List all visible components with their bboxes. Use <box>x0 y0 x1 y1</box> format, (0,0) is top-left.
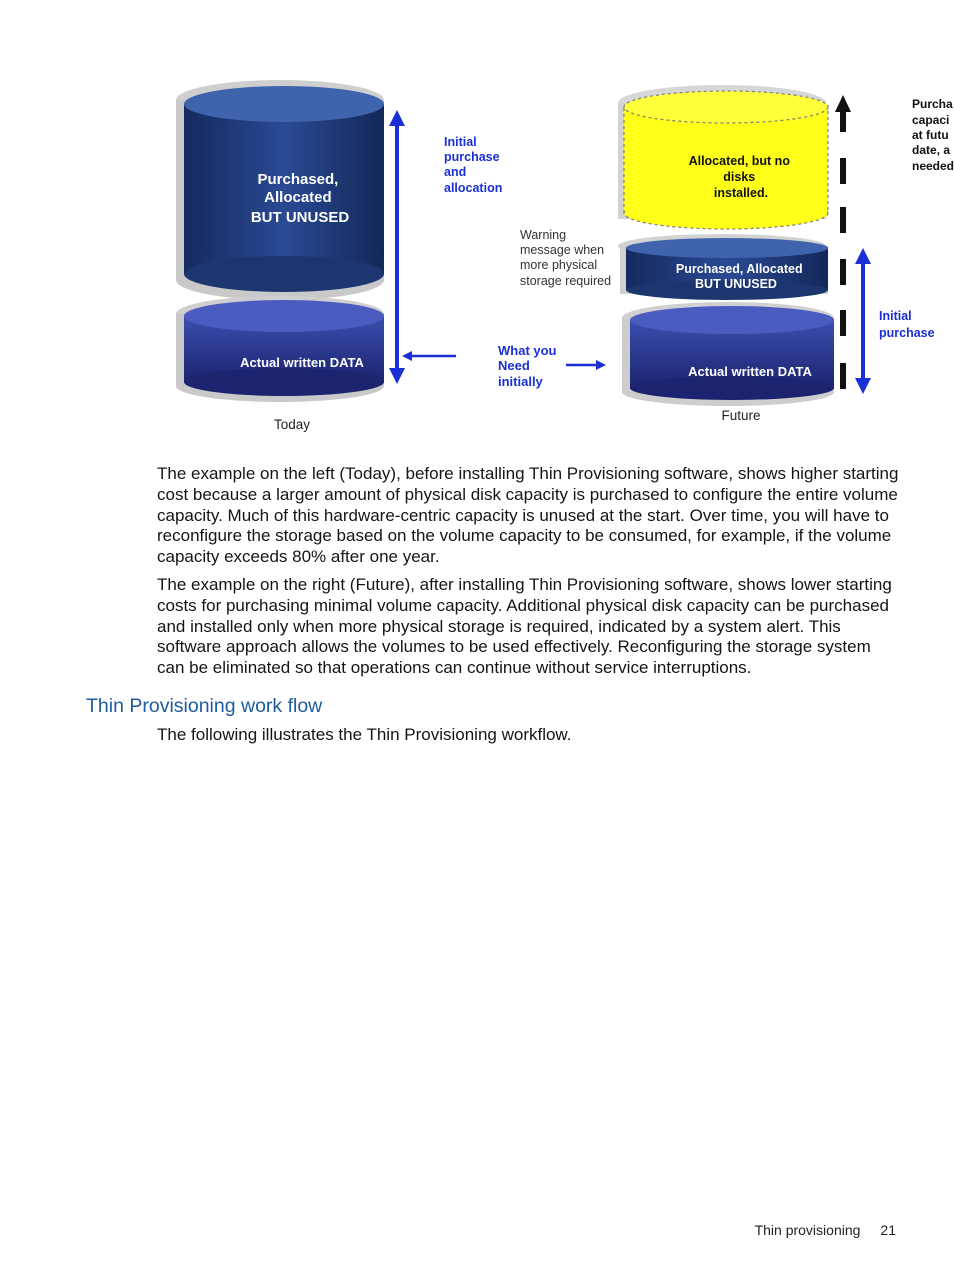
today-data-label: Actual written DATA <box>240 355 364 370</box>
paragraph-workflow: The following illustrates the Thin Provisioning workflow. <box>157 725 572 744</box>
future-initial-label: Initial purchase <box>879 309 935 340</box>
page-footer <box>755 1222 896 1238</box>
future-purchased-cylinder <box>618 234 828 300</box>
paragraph-today: The example on the left (Today), before installing Thin Provisioning software, shows higher starting cost because a larger amount of physical disk capacity is purchased to configure the entire volume capacity. Much of this hardware-centric capacity is unused at the start. Over time, you will have to reconfigure the storage based on the volume capacity to be consumed, for example, if the volume capacity exceeds 80% after one year. <box>157 464 899 567</box>
page-number: 21 <box>880 1222 896 1238</box>
thin-provisioning-diagram <box>0 0 954 450</box>
what-you-need-label: What you Need initially <box>498 343 557 389</box>
future-purchase-label: Purcha capaci at futu date, a needed <box>912 97 954 173</box>
future-caption: Future <box>721 408 761 423</box>
future-data-cylinder <box>622 302 834 406</box>
today-caption: Today <box>273 417 311 432</box>
today-data-cylinder <box>176 296 384 402</box>
section-heading: Thin Provisioning work flow <box>86 695 323 717</box>
future-capacity-arrow <box>835 95 851 389</box>
today-initial-label: Initial purchase and allocation <box>444 135 503 195</box>
footer-section-label: Thin provisioning <box>754 1222 861 1238</box>
future-allocated-label: Allocated, but no disks installed. <box>688 154 790 200</box>
paragraph-future: The example on the right (Future), after installing Thin Provisioning software, shows lower starting costs for purchasing minimal volume capacity. Additional physical disk capacity can be purchased and installed only when more physical storage is required, indicated by a system alert. This software approach allows the volumes to be used effectively. Reconfiguring the storage system can be eliminated so that operations can continue without service interruptions. <box>157 575 892 678</box>
today-purchased-cylinder <box>176 80 384 300</box>
future-data-label: Actual written DATA <box>688 364 812 379</box>
warning-message: Warning message when more physical storage required <box>520 228 612 288</box>
today-purchased-label: Purchased, Allocated BUT UNUSED <box>250 171 350 226</box>
future-purchased-label: Purchased, Allocated BUT UNUSED <box>675 262 803 291</box>
future-allocated-cylinder <box>618 85 828 229</box>
